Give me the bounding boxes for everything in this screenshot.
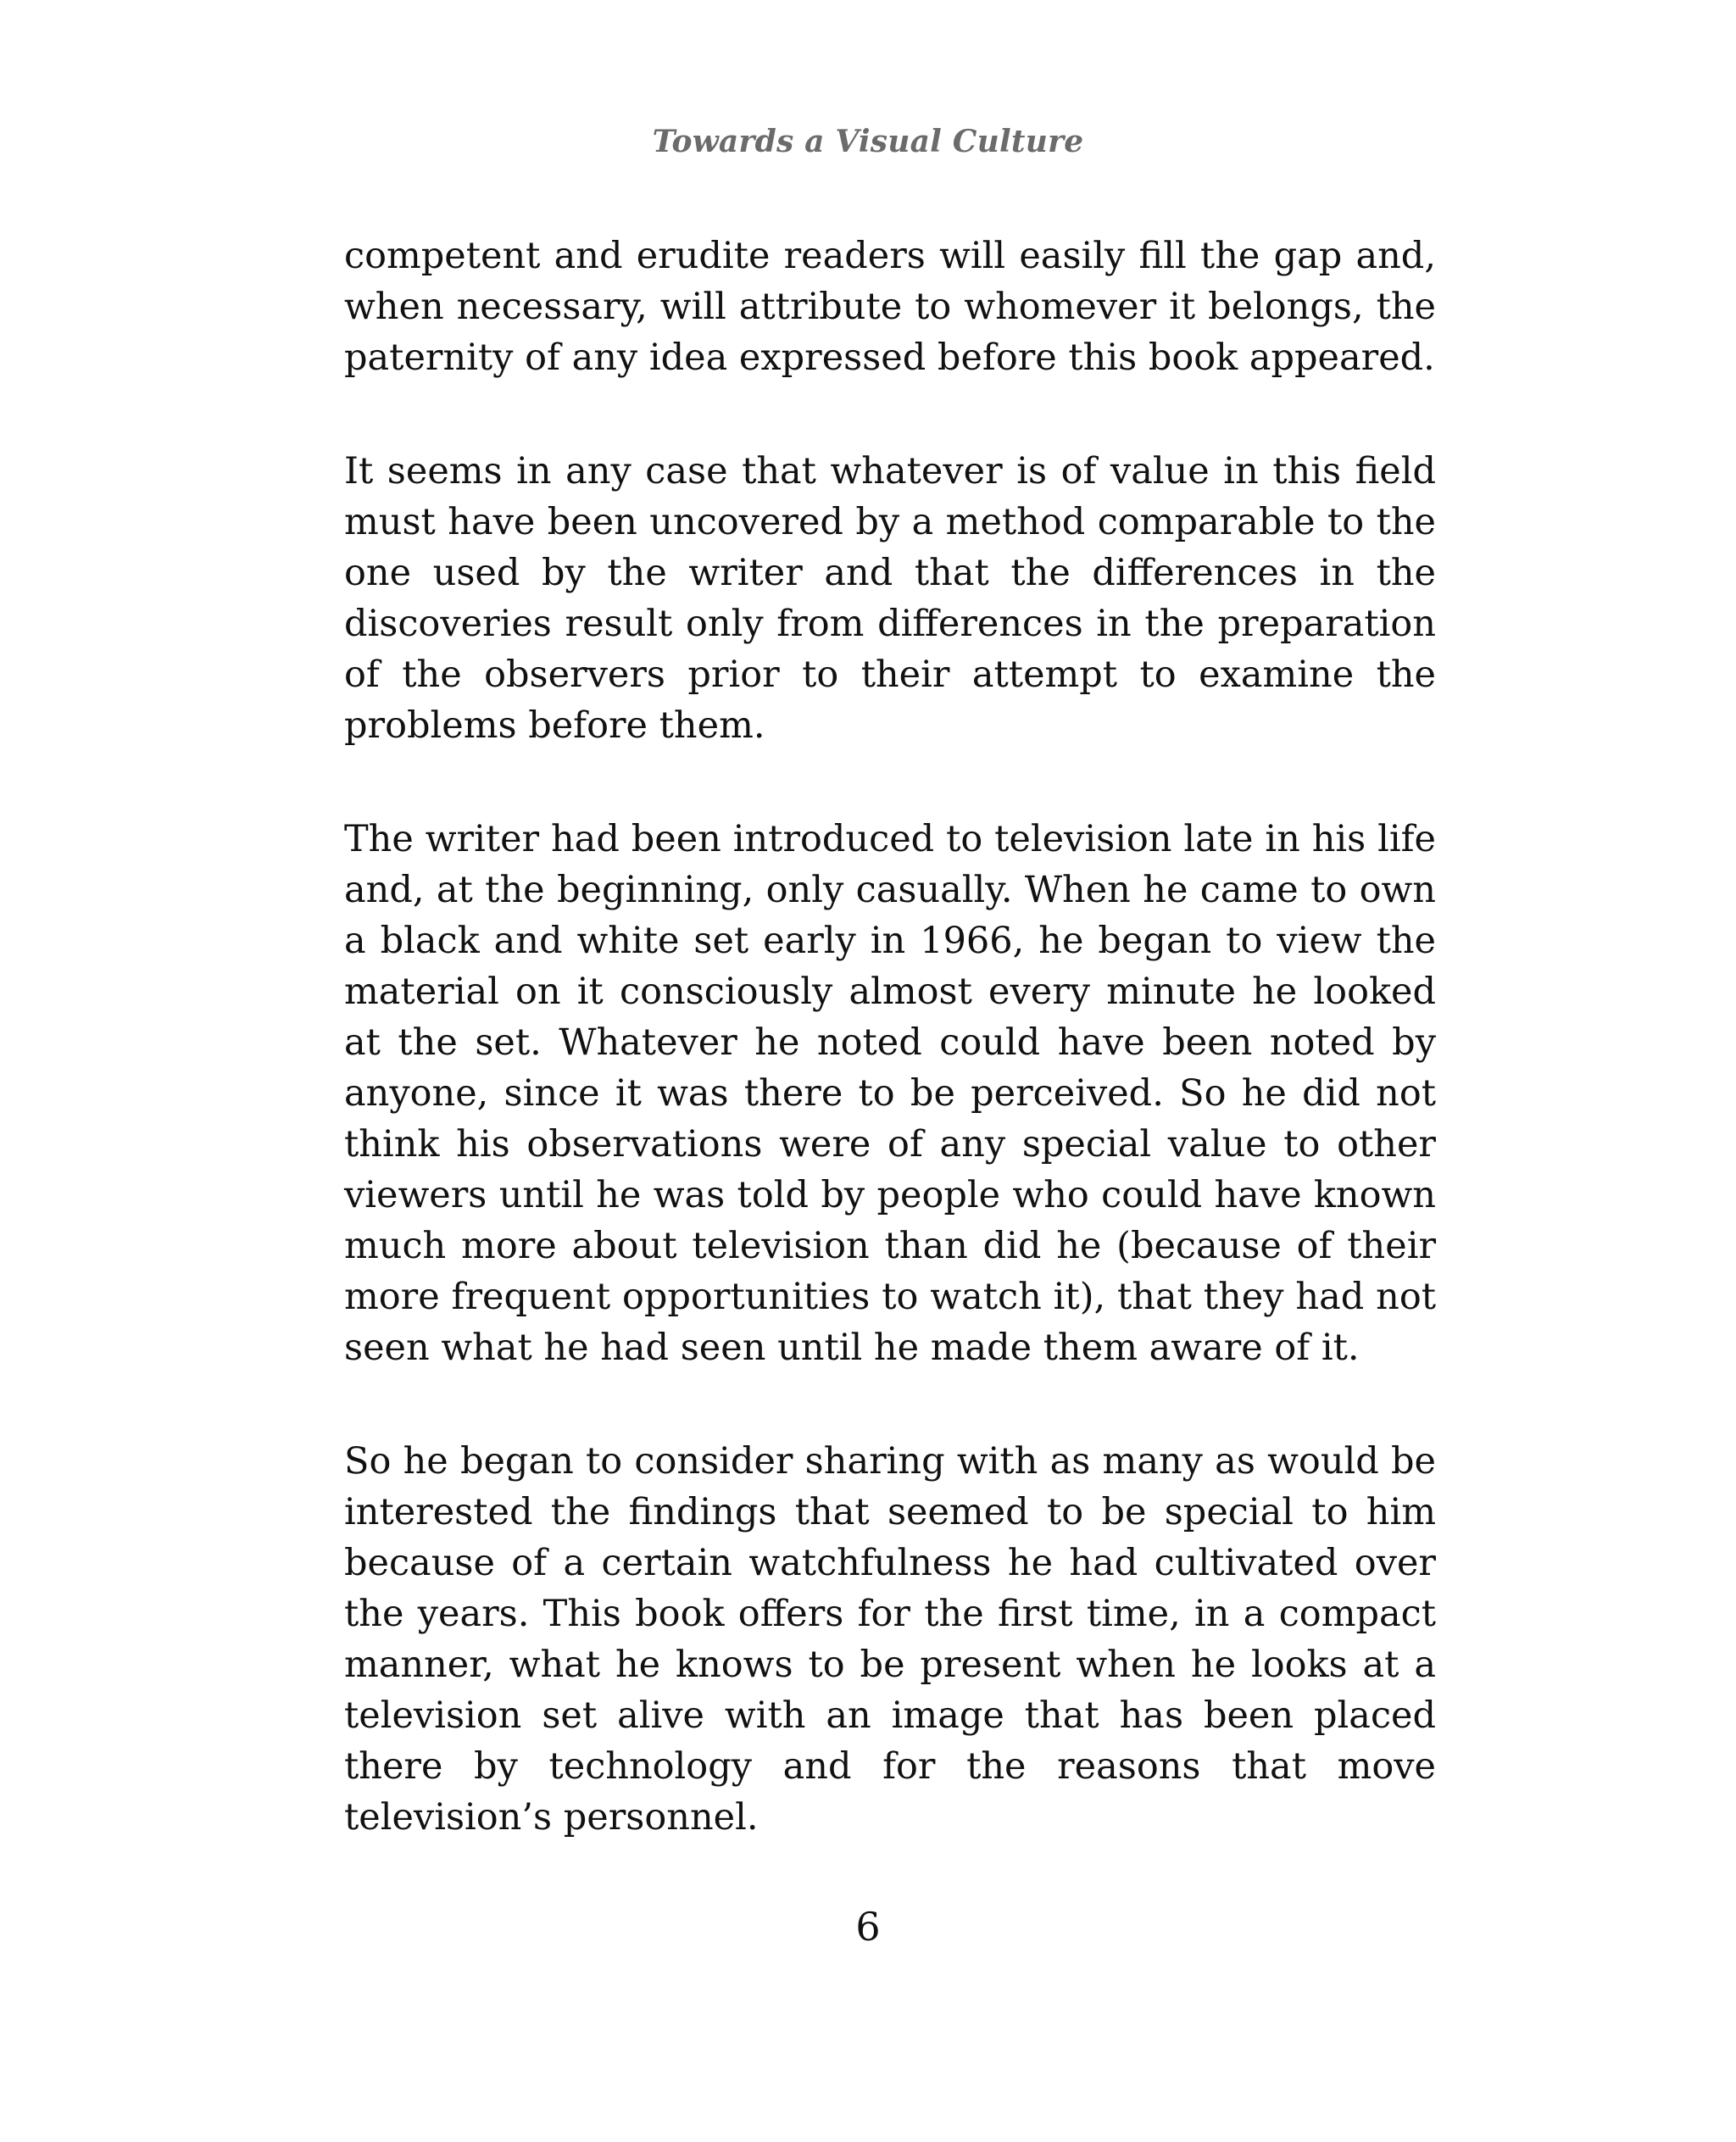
body-text xyxy=(344,231,1436,1906)
paragraph-4: So he began to consider sharing with as many as would be interested the findings that seemed to be special to him because of a certain watchfulness he had cultivated over the years. This book offers for the first time, in a compact manner, what he knows to be present when he looks at a television set alive with an image that has been placed there by technology and for the reasons that move television’s personnel. xyxy=(344,1440,1436,1839)
paragraph-2: It seems in any case that whatever is of value in this field must have been uncovered by a method comparable to the one used by the writer and that the differences in the discoveries result only from differences in the preparation of the observers prior to their attempt to examine the problems before them. xyxy=(344,450,1436,747)
paragraph-1: competent and erudite readers will easily fill the gap and, when necessary, will attribute to whomever it belongs, the paternity of any idea expressed before this book appeared. xyxy=(344,235,1436,379)
page-number: 6 xyxy=(855,1904,881,1950)
paragraph-3: The writer had been introduced to television late in his life and, at the beginning, only casually. When he came to own a black and white set early in 1966, he began to view the material on it consciously almost every minute he looked at the set. Whatever he noted could have been noted by anyone, since it was there to be perceived. So he did not think his observations were of any special value to other viewers until he was told by people who could have known much more about television than did he (because of their more frequent opportunities to watch it), that they had not seen what he had seen until he made them aware of it. xyxy=(344,818,1436,1369)
running-header-title: Towards a Visual Culture xyxy=(652,124,1084,159)
